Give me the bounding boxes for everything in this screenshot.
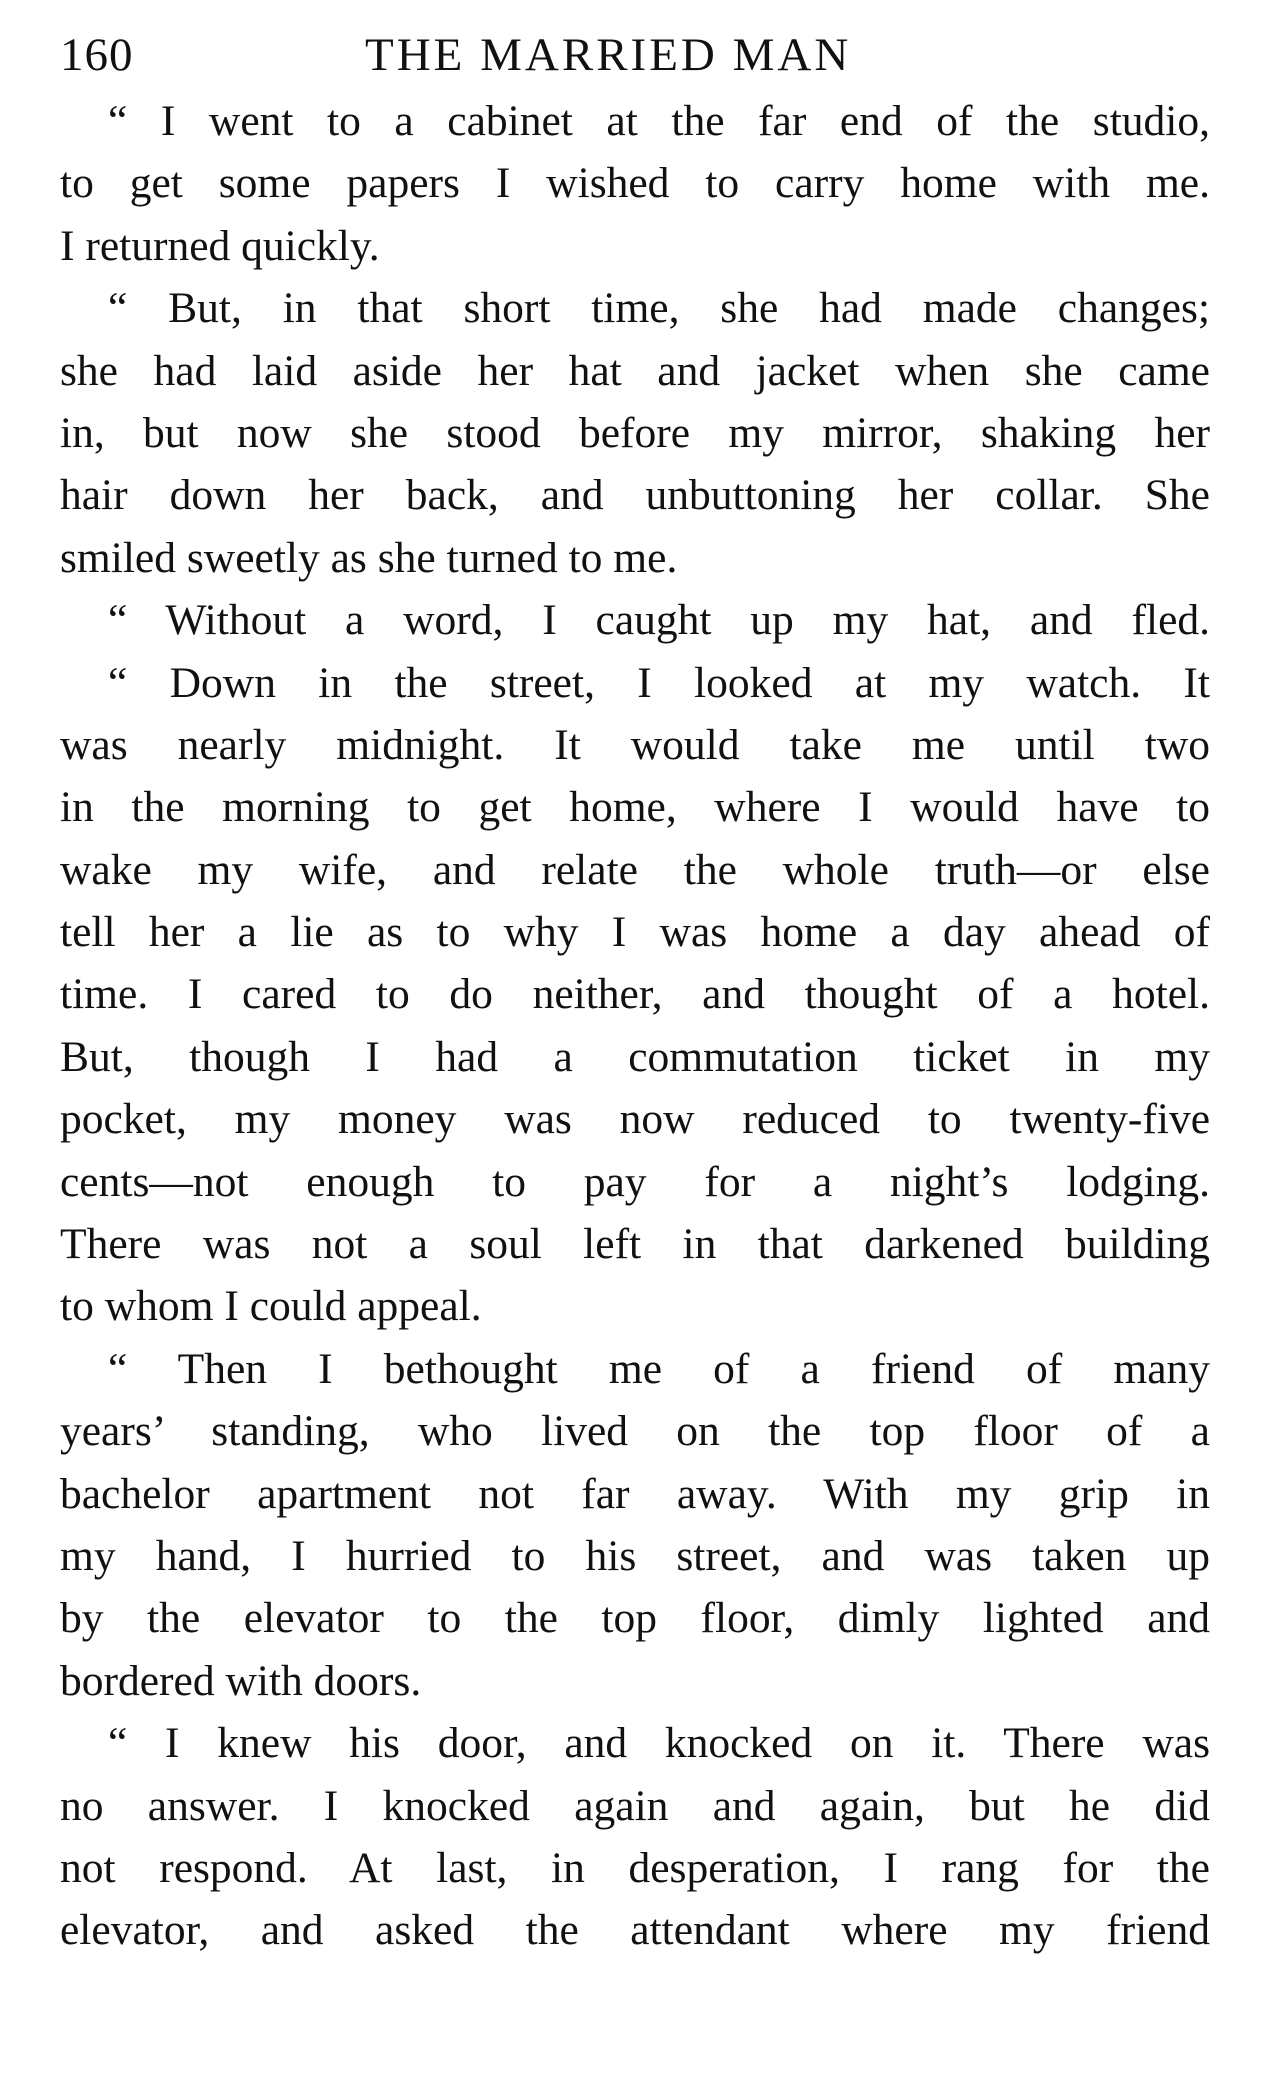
text-line: “ I knew his door, and knocked on it. There was bbox=[108, 1719, 1210, 1768]
text-line: smiled sweetly as she turned to me. bbox=[60, 533, 678, 582]
text-line: not respond. At last, in desperation, I rang for the bbox=[60, 1843, 1210, 1892]
book-title: THE MARRIED MAN bbox=[365, 29, 852, 81]
text-line: to get some papers I wished to carry home with me. bbox=[60, 159, 1210, 208]
text-line: “ Without a word, I caught up my hat, and fled. bbox=[108, 596, 1210, 645]
text-line: pocket, my money was now reduced to twenty-five bbox=[60, 1095, 1210, 1144]
text-line: “ Then I bethought me of a friend of many bbox=[108, 1344, 1210, 1393]
text-line: elevator, and asked the attendant where my friend bbox=[60, 1906, 1210, 1955]
text-line: “ Down in the street, I looked at my watch. It bbox=[108, 658, 1210, 707]
running-head bbox=[60, 20, 1210, 90]
text-line: was nearly midnight. It would take me until two bbox=[60, 720, 1210, 769]
text-line: I returned quickly. bbox=[60, 221, 380, 270]
text-line: “ I went to a cabinet at the far end of the studio, bbox=[108, 97, 1210, 145]
text-line: “ But, in that short time, she had made changes; bbox=[108, 284, 1210, 333]
text-line: cents—not enough to pay for a night’s lodging. bbox=[60, 1157, 1210, 1206]
text-line: bordered with doors. bbox=[60, 1656, 422, 1705]
text-line: she had laid aside her hat and jacket when she came bbox=[60, 346, 1210, 395]
text-line: hair down her back, and unbuttoning her collar. She bbox=[60, 471, 1210, 520]
text-line: wake my wife, and relate the whole truth—or else bbox=[60, 845, 1210, 894]
text-line: my hand, I hurried to his street, and was taken up bbox=[60, 1531, 1210, 1580]
page-number: 160 bbox=[60, 29, 134, 81]
book-page bbox=[60, 20, 1210, 1962]
body-text bbox=[60, 90, 1210, 1962]
text-line: years’ standing, who lived on the top floor of a bbox=[60, 1407, 1210, 1456]
text-line: to whom I could appeal. bbox=[60, 1282, 482, 1331]
text-line: There was not a soul left in that darkened building bbox=[60, 1220, 1210, 1269]
text-line: in, but now she stood before my mirror, shaking her bbox=[60, 408, 1210, 457]
text-line: no answer. I knocked again and again, but he did bbox=[60, 1781, 1210, 1830]
text-line: bachelor apartment not far away. With my grip in bbox=[60, 1469, 1210, 1518]
text-line: by the elevator to the top floor, dimly lighted and bbox=[60, 1594, 1210, 1643]
text-line: time. I cared to do neither, and thought of a hotel. bbox=[60, 970, 1210, 1019]
text-line: in the morning to get home, where I would have to bbox=[60, 783, 1210, 832]
text-line: But, though I had a commutation ticket in my bbox=[60, 1032, 1210, 1081]
text-line: tell her a lie as to why I was home a day ahead of bbox=[60, 908, 1210, 957]
